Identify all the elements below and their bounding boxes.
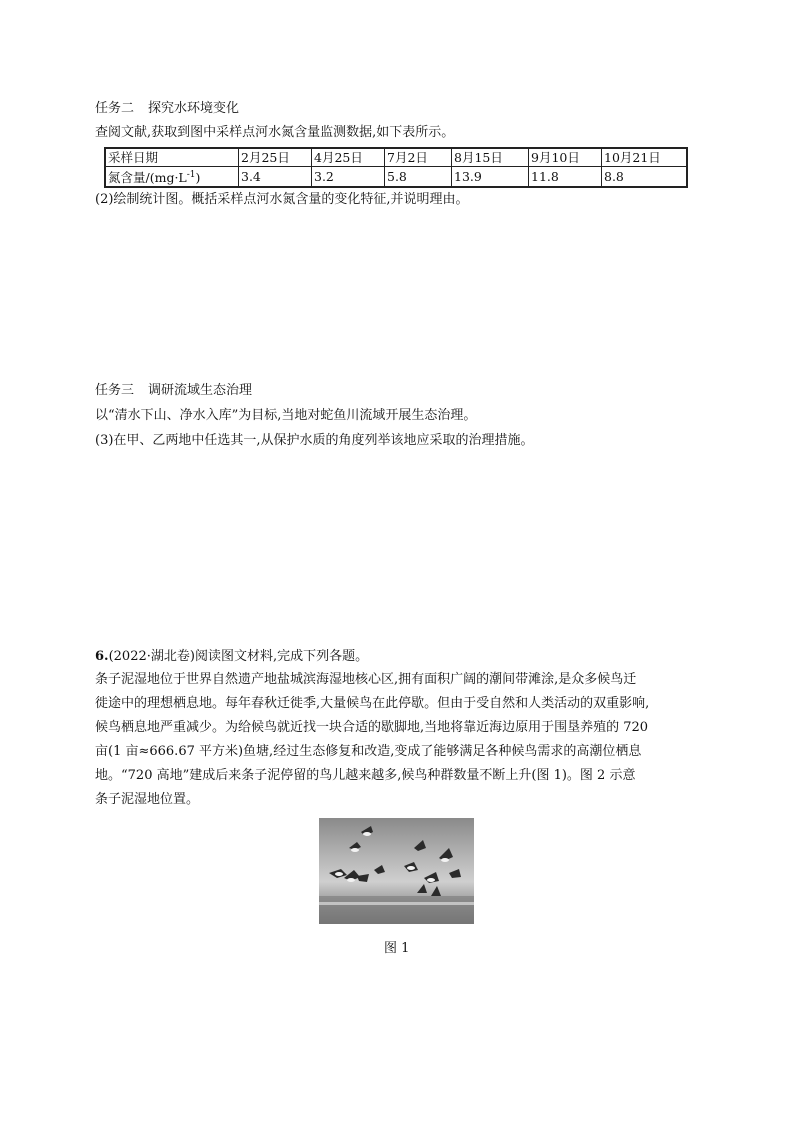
flying-birds-image bbox=[319, 818, 474, 924]
table-cell: 5.8 bbox=[385, 167, 452, 188]
question-6-passage bbox=[95, 668, 695, 812]
table-cell: 9月10日 bbox=[529, 148, 602, 167]
table-cell: 2月25日 bbox=[239, 148, 312, 167]
table-cell: 10月21日 bbox=[602, 148, 688, 167]
table-cell: 7月2日 bbox=[385, 148, 452, 167]
task2-label: 任务二 bbox=[95, 101, 135, 116]
task3-heading: 调研流域生态治理 bbox=[148, 383, 253, 398]
task2-title bbox=[95, 100, 239, 118]
table-cell: 11.8 bbox=[529, 167, 602, 188]
task3-question: (3)在甲、乙两地中任选其一,从保护水质的角度列举该地应采取的治理措施。 bbox=[95, 433, 534, 448]
birds-photo bbox=[319, 818, 474, 924]
table-cell: 3.4 bbox=[239, 167, 312, 188]
figure-caption: 图 1 bbox=[384, 941, 410, 956]
question-number: 6. bbox=[95, 649, 109, 664]
passage-line: 徙途中的理想栖息地。每年春秋迁徙季,大量候鸟在此停歇。但由于受自然和人类活动的双重影响, bbox=[95, 696, 650, 711]
unit-exponent: -1 bbox=[186, 170, 196, 180]
table-cell: 采样日期 bbox=[105, 148, 239, 167]
question-6-header bbox=[95, 648, 368, 666]
nitrogen-label-tail: ) bbox=[195, 170, 201, 186]
table-row bbox=[105, 148, 687, 167]
passage-line: 条子泥湿地位于世界自然遗产地盐城滨海湿地核心区,拥有面积广阔的潮间带滩涂,是众多候鸟迁 bbox=[95, 672, 637, 687]
passage-line: 候鸟栖息地严重减少。为给候鸟就近找一块合适的歇脚地,当地将靠近海边原用于围垦养殖的 720 bbox=[95, 720, 649, 735]
table-cell: 13.9 bbox=[452, 167, 529, 188]
table-cell: 3.2 bbox=[312, 167, 385, 188]
passage-line: 地。“720 高地”建成后来条子泥停留的鸟儿越来越多,候鸟种群数量不断上升(图 1)。图 2 示意 bbox=[95, 768, 636, 783]
passage-line: 条子泥湿地位置。 bbox=[95, 792, 200, 807]
table-cell: 8.8 bbox=[602, 167, 688, 188]
task2-question: (2)绘制统计图。概括采样点河水氮含量的变化特征,并说明理由。 bbox=[95, 192, 469, 207]
table-cell: 4月25日 bbox=[312, 148, 385, 167]
task3-intro: 以“清水下山、净水入库”为目标,当地对蛇鱼川流域开展生态治理。 bbox=[95, 408, 477, 423]
task3-label: 任务三 bbox=[95, 383, 135, 398]
nitrogen-label: 氮含量/(mg·L bbox=[108, 170, 187, 186]
table-cell bbox=[105, 167, 239, 188]
question-source: (2022·湖北卷)阅读图文材料,完成下列各题。 bbox=[108, 649, 369, 664]
nitrogen-data-table bbox=[104, 147, 688, 188]
task2-heading: 探究水环境变化 bbox=[148, 101, 240, 116]
passage-line: 亩(1 亩≈666.67 平方米)鱼塘,经过生态修复和改造,变成了能够满足各种候鸟需求的高潮位栖息 bbox=[95, 744, 642, 759]
table-row bbox=[105, 167, 687, 188]
task3-title bbox=[95, 382, 252, 400]
task2-intro: 查阅文献,获取到图中采样点河水氮含量监测数据,如下表所示。 bbox=[95, 125, 455, 140]
table-cell: 8月15日 bbox=[452, 148, 529, 167]
